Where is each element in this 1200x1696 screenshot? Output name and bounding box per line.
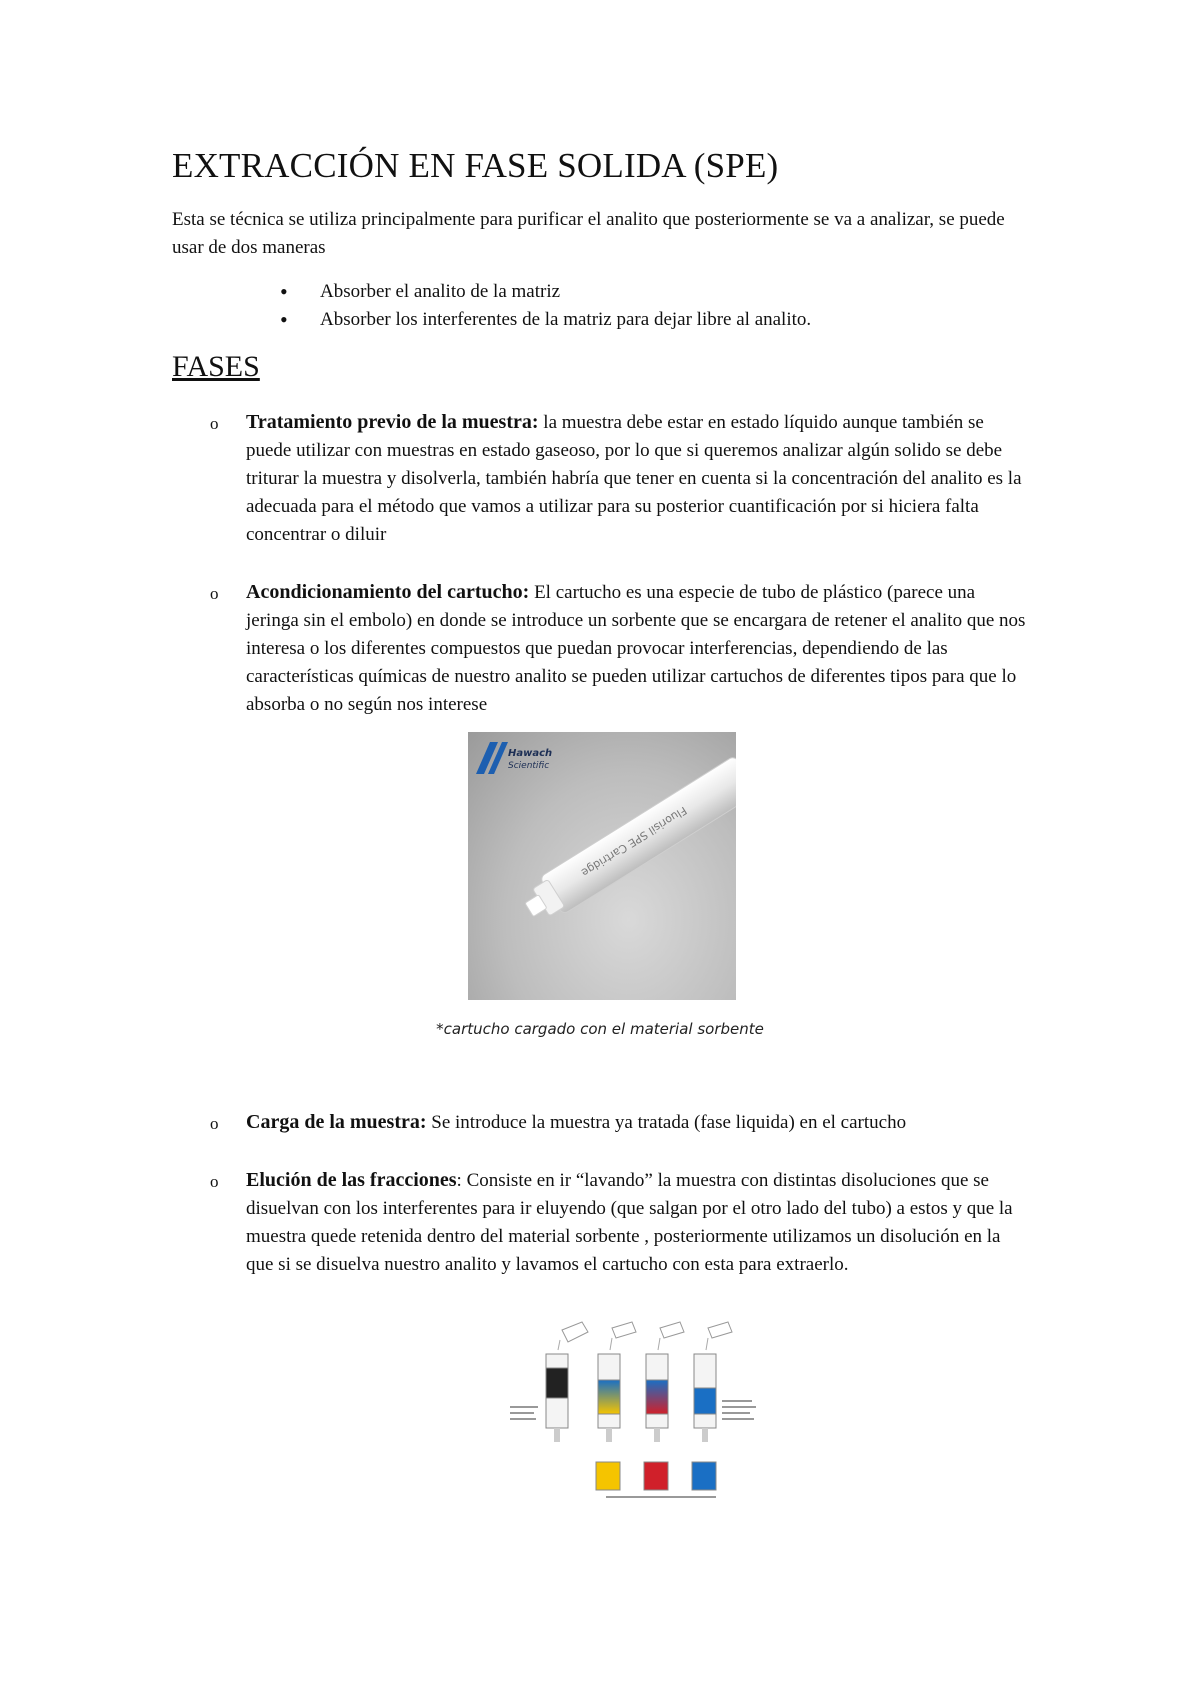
- list-item: • Absorber el analito de la matriz: [280, 278, 811, 306]
- spe-steps-diagram: [510, 1310, 780, 1506]
- document-title: EXTRACCIÓN EN FASE SOLIDA (SPE): [172, 146, 779, 185]
- intro-paragraph: Esta se técnica se utiliza principalmente para purificar el analito que posteriormente se va a analizar, se puede usar de dos maneras: [172, 209, 1005, 258]
- list-marker: o: [210, 414, 219, 433]
- section-heading: FASES: [172, 350, 260, 383]
- hawach-logo: [476, 742, 552, 774]
- cartridge-illustration: [468, 732, 736, 1000]
- phase-item-elution: [210, 1166, 1030, 1279]
- phase-text: Se introduce la muestra ya tratada (fase liquida) en el cartucho: [426, 1112, 907, 1133]
- cartridge-photo: [468, 732, 736, 1000]
- phase-term: Elución de las fracciones: [246, 1169, 457, 1191]
- phase-item-pretreatment: [210, 408, 1030, 549]
- phase-text: la muestra debe estar en estado líquido aunque también se puede utilizar con muestras en estado gaseoso, por lo que si queremos analizar algún solido se debe triturar la muestra y disolverla, también habría que tener en cuenta si la concentración del analito es la adecuada para el método que vamos a utilizar para su posterior cuantificación por si hiciera falta concentrar o diluir: [246, 412, 1022, 545]
- svg-text:Hawach: Hawach: [508, 748, 553, 759]
- svg-text:Scientific: Scientific: [508, 761, 550, 771]
- spe-steps-illustration: [510, 1310, 780, 1506]
- list-marker: o: [210, 1172, 219, 1191]
- phase-text: El cartucho es una especie de tubo de plástico (parece una jeringa sin el embolo) en donde se introduce un sorbente que se encargara de retener el analito que nos interesa o los diferentes compuestos que puedan provocar interferencias, dependiendo de las características químicas de nuestro analito se pueden utilizar cartuchos de diferentes tipos para que lo absorba o no según nos interese: [246, 582, 1026, 715]
- photo-caption: *cartucho cargado con el material sorbente: [436, 1020, 764, 1038]
- list-marker: o: [210, 1114, 219, 1133]
- phase-item-conditioning: [210, 578, 1030, 719]
- svg-text:Fluorisil SPE Cartridge: Fluorisil SPE Cartridge: [578, 803, 690, 880]
- phase-text: : Consiste en ir “lavando” la muestra con distintas disoluciones que se disuelvan con los interferentes para ir eluyendo (que salgan por el otro lado del tubo) a estos y que la muestra quede retenida dentro del material sorbente , posteriormente utilizamos un disolución en la que si se disuelva nuestro analito y lavamos el cartucho con esta para extraerlo.: [246, 1170, 1013, 1275]
- phase-item-loading: [210, 1108, 1030, 1137]
- bullet-list: [280, 278, 811, 334]
- phase-term: Carga de la muestra:: [246, 1111, 427, 1133]
- list-marker: o: [210, 584, 219, 603]
- phase-term: Acondicionamiento del cartucho:: [246, 581, 530, 603]
- list-item: • Absorber los interferentes de la matriz para dejar libre al analito.: [280, 306, 811, 334]
- phase-term: Tratamiento previo de la muestra:: [246, 411, 539, 433]
